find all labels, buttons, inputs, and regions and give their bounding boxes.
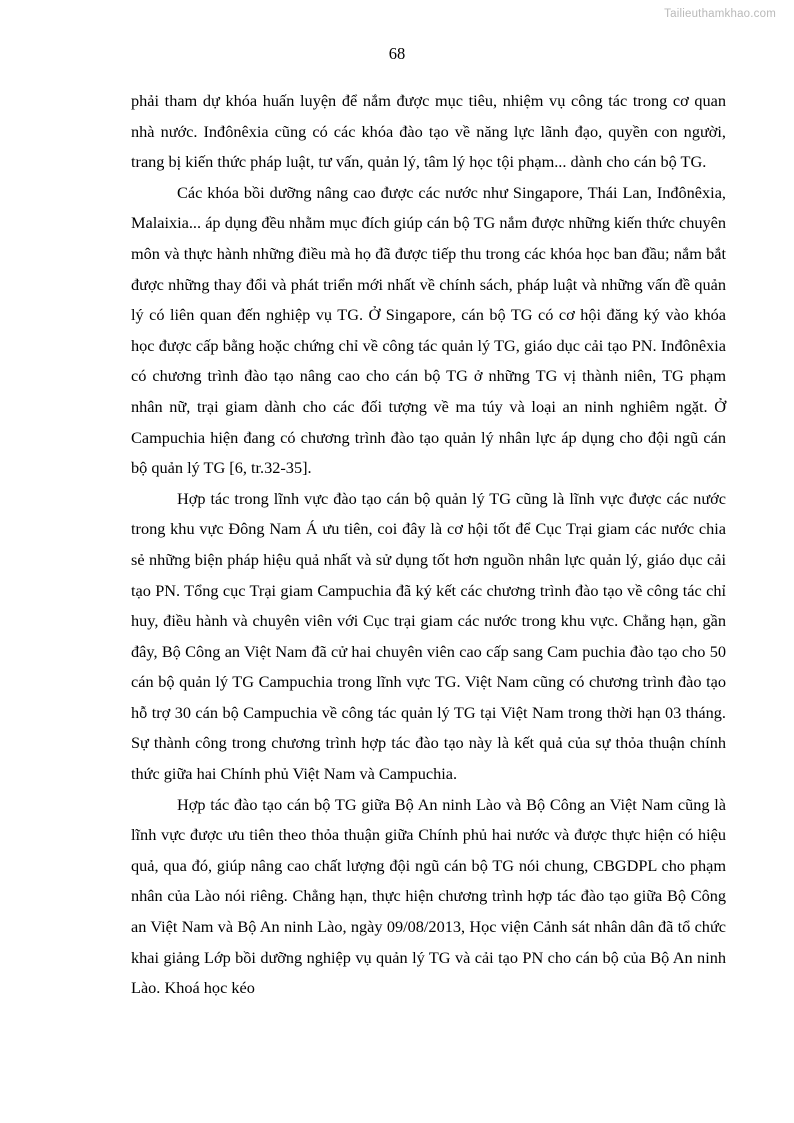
body-paragraph: phải tham dự khóa huấn luyện để nắm được mục tiêu, nhiệm vụ công tác trong cơ quan nhà nước. Inđônêxia cũng có các khóa đào tạo về năng lực lãnh đạo, quyền con người, trang bị kiến thức pháp luật, tư vấn, quản lý, tâm lý học tội phạm... dành cho cán bộ TG. — [131, 91, 726, 172]
body-paragraph: Hợp tác đào tạo cán bộ TG giữa Bộ An ninh Lào và Bộ Công an Việt Nam cũng là lĩnh vực được ưu tiên theo thỏa thuận giữa Chính phủ hai nước và được thực hiện có hiệu quả, qua đó, giúp nâng cao chất lượng đội ngũ cán bộ TG nói chung, CBGDPL cho phạm nhân của Lào nói riêng. Chẳng hạn, thực hiện chương trình hợp tác đào tạo giữa Bộ Công an Việt Nam và Bộ An ninh Lào, ngày 09/08/2013, Học viện Cảnh sát nhân dân đã tổ chức khai giảng Lớp bồi dưỡng nghiệp vụ quản lý TG và cải tạo PN cho cán bộ của Bộ An ninh Lào. Khoá học kéo — [131, 794, 726, 998]
body-paragraph: Các khóa bồi dưỡng nâng cao được các nước như Singapore, Thái Lan, Inđônêxia, Malaixia... áp dụng đều nhằm mục đích giúp cán bộ TG nắm được những kiến thức chuyên môn và thực hành những điều mà họ đã được tiếp thu trong các khóa học ban đầu; nắm bắt được những thay đổi và phát triển mới nhất về chính sách, pháp luật và những vấn đề quản lý có liên quan đến nghiệp vụ TG. Ở Singapore, cán bộ TG có cơ hội đăng ký vào khóa học được cấp bằng hoặc chứng chỉ về công tác quản lý TG, giáo dục cải tạo PN. Inđônêxia có chương trình đào tạo nâng cao cho cán bộ TG ở những TG vị thành niên, TG phạm nhân nữ, trại giam dành cho các đối tượng về ma túy và loại an ninh nghiêm ngặt. Ở Campuchia hiện đang có chương trình đào tạo quản lý nhân lực áp dụng cho đội ngũ cán bộ quản lý TG [6, tr.32-35]. — [131, 182, 726, 478]
page-number: 68 — [388, 44, 406, 63]
watermark-text: Tailieuthamkhao.com — [664, 8, 776, 20]
body-paragraph: Hợp tác trong lĩnh vực đào tạo cán bộ quản lý TG cũng là lĩnh vực được các nước trong khu vực Đông Nam Á ưu tiên, coi đây là cơ hội tốt để Cục Trại giam các nước chia sẻ những biện pháp hiệu quả nhất và sử dụng tốt hơn nguồn nhân lực quản lý, giáo dục cải tạo PN. Tổng cục Trại giam Campuchia đã ký kết các chương trình đào tạo về công tác chỉ huy, điều hành và chuyên viên với Cục trại giam các nước trong khu vực. Chẳng hạn, gần đây, Bộ Công an Việt Nam đã cử hai chuyên viên cao cấp sang Cam puchia đào tạo cho 50 cán bộ quản lý TG Campuchia trong lĩnh vực TG. Việt Nam cũng có chương trình đào tạo hỗ trợ 30 cán bộ Campuchia về công tác quản lý TG tại Việt Nam trong thời hạn 03 tháng. Sự thành công trong chương trình hợp tác đào tạo này là kết quả của sự thỏa thuận chính thức giữa hai Chính phủ Việt Nam và Campuchia. — [131, 488, 726, 784]
page-body — [131, 86, 726, 1004]
